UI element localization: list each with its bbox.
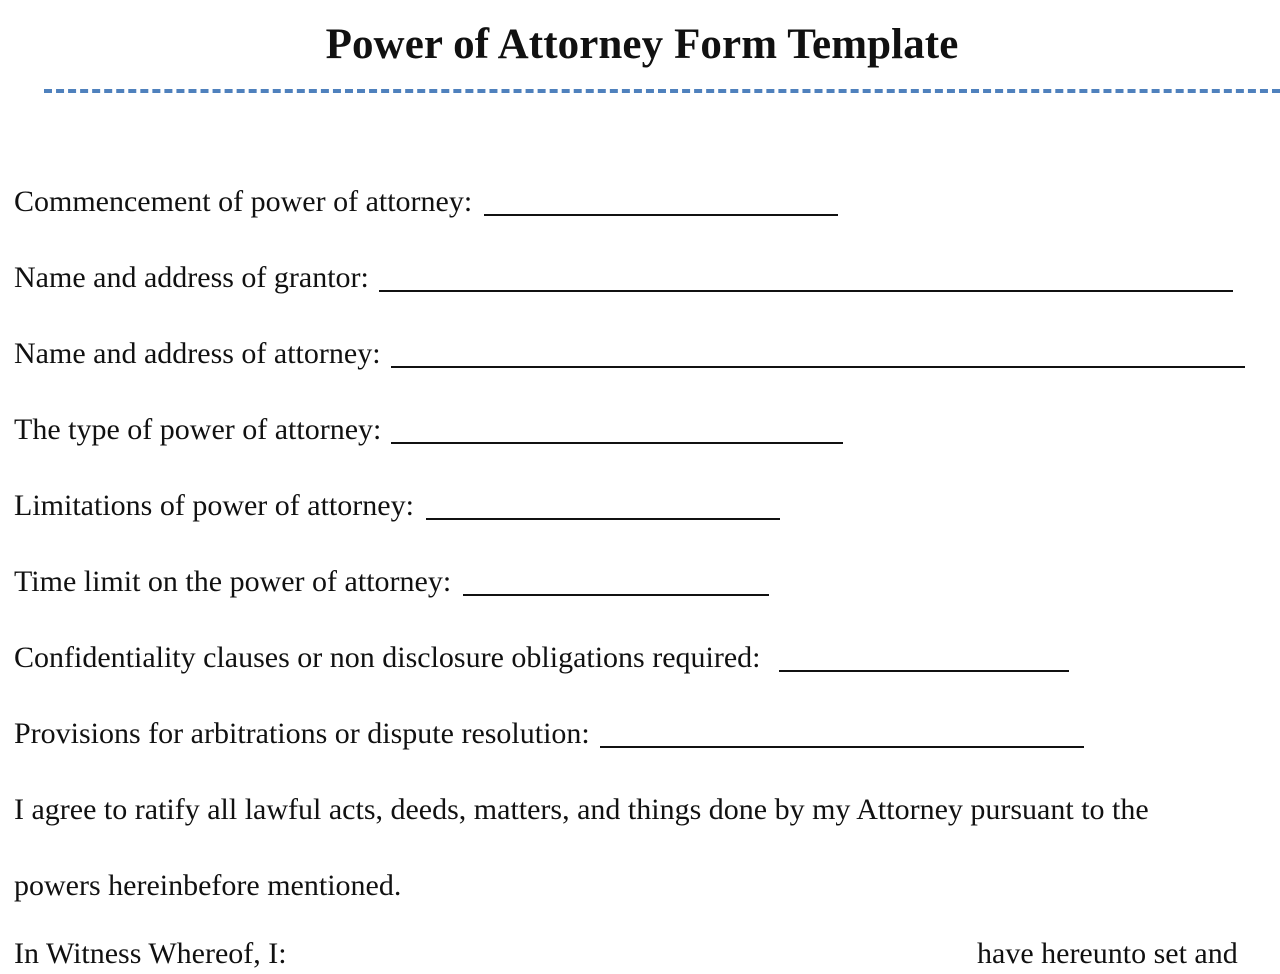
commencement-input-line[interactable] bbox=[484, 214, 838, 216]
field-label: Time limit on the power of attorney: bbox=[14, 565, 452, 598]
limitations-input-line[interactable] bbox=[426, 518, 780, 520]
field-arbitration bbox=[14, 714, 1084, 754]
title-divider bbox=[44, 89, 1280, 93]
time-limit-input-line[interactable] bbox=[463, 594, 769, 596]
type-input-line[interactable] bbox=[391, 442, 843, 444]
field-attorney bbox=[14, 334, 1245, 374]
field-grantor bbox=[14, 258, 1233, 298]
page-title: Power of Attorney Form Template bbox=[325, 21, 959, 68]
field-limitations bbox=[14, 486, 780, 526]
ratification-text-line-1: I agree to ratify all lawful acts, deeds, matters, and things done by my Attorney pursuant to the bbox=[14, 793, 1149, 826]
field-type bbox=[14, 410, 843, 450]
ratification-text-line-2: powers hereinbefore mentioned. bbox=[14, 869, 402, 902]
attorney-input-line[interactable] bbox=[391, 366, 1245, 368]
field-label: Limitations of power of attorney: bbox=[14, 489, 414, 522]
field-label: Name and address of attorney: bbox=[14, 337, 381, 370]
field-label: Commencement of power of attorney: bbox=[14, 185, 473, 218]
arbitration-input-line[interactable] bbox=[600, 746, 1084, 748]
witness-label: In Witness Whereof, I: bbox=[14, 937, 287, 970]
field-label: The type of power of attorney: bbox=[14, 413, 382, 446]
field-label: Name and address of grantor: bbox=[14, 261, 369, 294]
confidentiality-input-line[interactable] bbox=[779, 670, 1069, 672]
field-confidentiality bbox=[14, 638, 1069, 678]
field-label: Provisions for arbitrations or dispute resolution: bbox=[14, 717, 590, 750]
field-time-limit bbox=[14, 562, 769, 602]
field-commencement bbox=[14, 182, 838, 222]
grantor-input-line[interactable] bbox=[379, 290, 1233, 292]
field-label: Confidentiality clauses or non disclosure obligations required: bbox=[14, 641, 761, 674]
witness-clause-continued: have hereunto set and bbox=[977, 937, 1238, 970]
